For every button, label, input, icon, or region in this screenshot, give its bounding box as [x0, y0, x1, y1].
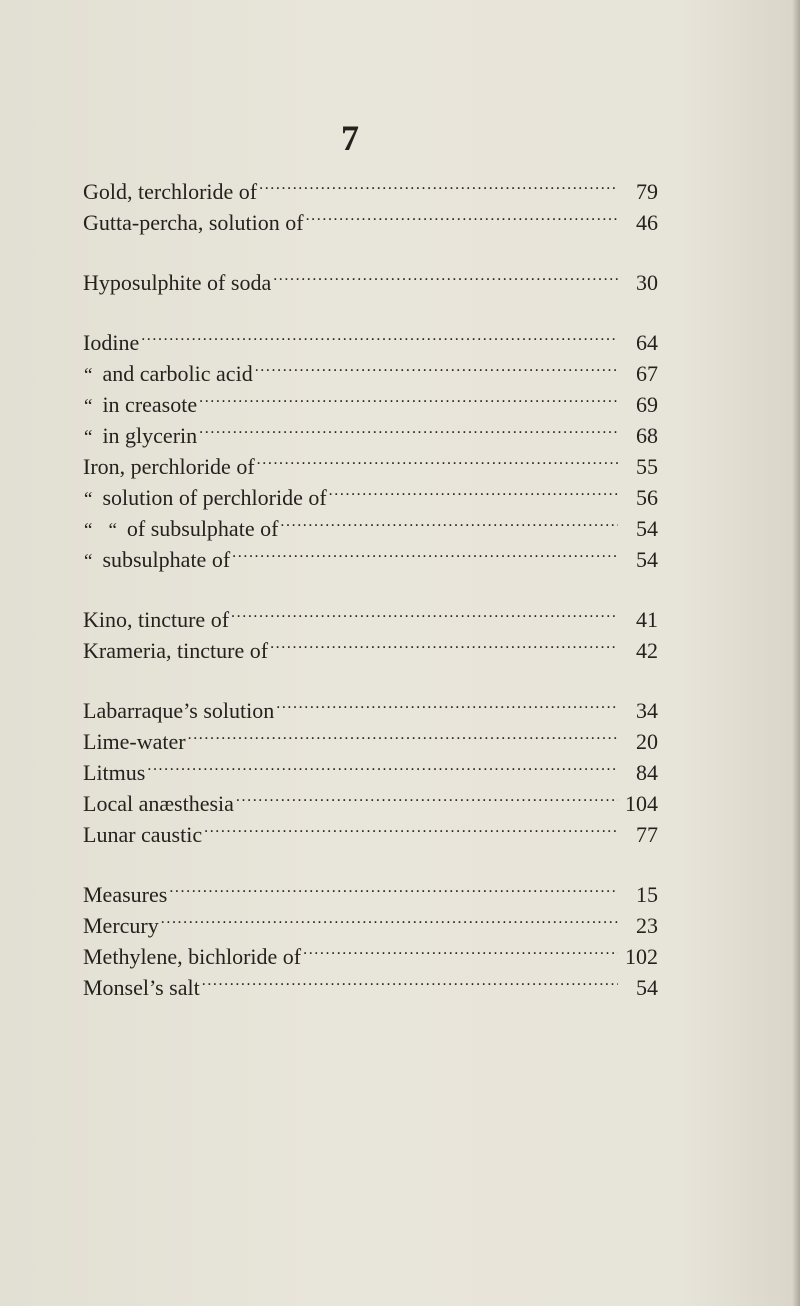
index-term-label: Krameria, tincture of: [83, 638, 269, 663]
index-term-label: subsulphate of: [102, 547, 231, 572]
index-term: [83, 604, 229, 635]
dot-leader: [306, 199, 618, 230]
index-page-number: 30: [636, 270, 658, 295]
dot-leader: [232, 536, 618, 567]
index-term-label: Monsel’s salt: [83, 975, 200, 1000]
index-page-number: 20: [636, 729, 658, 754]
index-page-number: 54: [636, 547, 658, 572]
dot-leader: [202, 964, 618, 995]
dot-leader: [199, 412, 618, 443]
dot-leader: [188, 718, 618, 749]
index-term-label: Iron, perchloride of: [83, 454, 255, 479]
index-term-label: Gold, terchloride of: [83, 179, 258, 204]
index-term: [83, 207, 304, 238]
index-entry: [83, 933, 658, 969]
index-entry: [83, 902, 658, 938]
index-term: [83, 972, 200, 1003]
index-entry: [83, 871, 658, 907]
index-page-number: 69: [636, 392, 658, 417]
ditto-mark: “: [84, 520, 93, 541]
index-term: [83, 176, 257, 207]
index-entry: [83, 168, 658, 204]
ditto-mark: “: [84, 489, 93, 510]
index-page-number: 34: [636, 698, 658, 723]
index-page-number: 41: [636, 607, 658, 632]
index-page-number: 84: [636, 760, 658, 785]
index-term-label: in creasote: [102, 392, 198, 417]
dot-leader: [259, 168, 618, 199]
dot-leader: [199, 381, 618, 412]
dot-leader: [204, 811, 618, 842]
index-term-label: Litmus: [83, 760, 146, 785]
ditto-mark: “: [108, 520, 117, 541]
index-term-label: Kino, tincture of: [83, 607, 230, 632]
ditto-mark: “: [84, 365, 93, 386]
index-term: [83, 757, 145, 788]
index-page-number: 102: [625, 944, 658, 969]
index-term-label: Gutta-percha, solution of: [83, 210, 304, 235]
page-number: 7: [341, 118, 359, 158]
index-page-number: 104: [625, 791, 658, 816]
index-list: [83, 168, 658, 1000]
dot-leader: [255, 350, 618, 381]
index-page-number: 54: [636, 516, 658, 541]
index-term-label: solution of perchloride of: [102, 485, 327, 510]
index-term: [83, 389, 197, 422]
index-page-number: 67: [636, 361, 658, 386]
index-entry: [83, 687, 658, 723]
index-page-number: 64: [636, 330, 658, 355]
index-entry: [83, 350, 658, 386]
page-edge-shadow: [792, 0, 800, 1306]
index-page-number: 68: [636, 423, 658, 448]
index-term-label: Methylene, bichloride of: [83, 944, 302, 969]
index-term-label: Measures: [83, 882, 168, 907]
index-term-label: and carbolic acid: [102, 361, 253, 386]
index-page-number: 46: [636, 210, 658, 235]
dot-leader: [329, 474, 618, 505]
index-term-label: Lunar caustic: [83, 822, 203, 847]
index-term: [83, 451, 255, 482]
index-term-label: Iodine: [83, 330, 140, 355]
index-term: [83, 267, 271, 298]
index-page-number: 15: [636, 882, 658, 907]
dot-leader: [231, 596, 618, 627]
index-page-number: 79: [636, 179, 658, 204]
dot-leader: [276, 687, 618, 718]
index-page-number: 56: [636, 485, 658, 510]
dot-leader: [303, 933, 618, 964]
dot-leader: [236, 780, 618, 811]
index-term: [83, 819, 202, 850]
index-term-label: Hyposulphite of soda: [83, 270, 272, 295]
index-term-label: Mercury: [83, 913, 159, 938]
index-term: [83, 910, 159, 941]
index-page-number: 54: [636, 975, 658, 1000]
index-entry: [83, 596, 658, 632]
index-page-number: 55: [636, 454, 658, 479]
index-term: [83, 879, 167, 910]
index-page-number: 42: [636, 638, 658, 663]
index-entry: [83, 780, 658, 816]
index-entry: [83, 259, 658, 295]
ditto-mark: “: [84, 396, 93, 417]
index-entry: [83, 749, 658, 785]
index-term: [83, 327, 139, 358]
ditto-mark: “: [84, 427, 93, 448]
dot-leader: [270, 627, 618, 658]
index-term: [83, 544, 230, 577]
dot-leader: [169, 871, 618, 902]
index-term: [83, 635, 268, 666]
index-term-label: Labarraque’s solution: [83, 698, 275, 723]
index-term-label: Local anæsthesia: [83, 791, 234, 816]
dot-leader: [141, 319, 618, 350]
dot-leader: [147, 749, 618, 780]
index-term-label: Lime-water: [83, 729, 186, 754]
dot-leader: [161, 902, 618, 933]
dot-leader: [273, 259, 618, 290]
index-page-number: 23: [636, 913, 658, 938]
index-page-number: 77: [636, 822, 658, 847]
index-entry: [83, 319, 658, 355]
index-term: [83, 420, 197, 453]
index-term-label: in glycerin: [102, 423, 198, 448]
index-term-label: of subsulphate of: [126, 516, 279, 541]
dot-leader: [280, 505, 618, 536]
ditto-mark: “: [84, 551, 93, 572]
dot-leader: [257, 443, 618, 474]
